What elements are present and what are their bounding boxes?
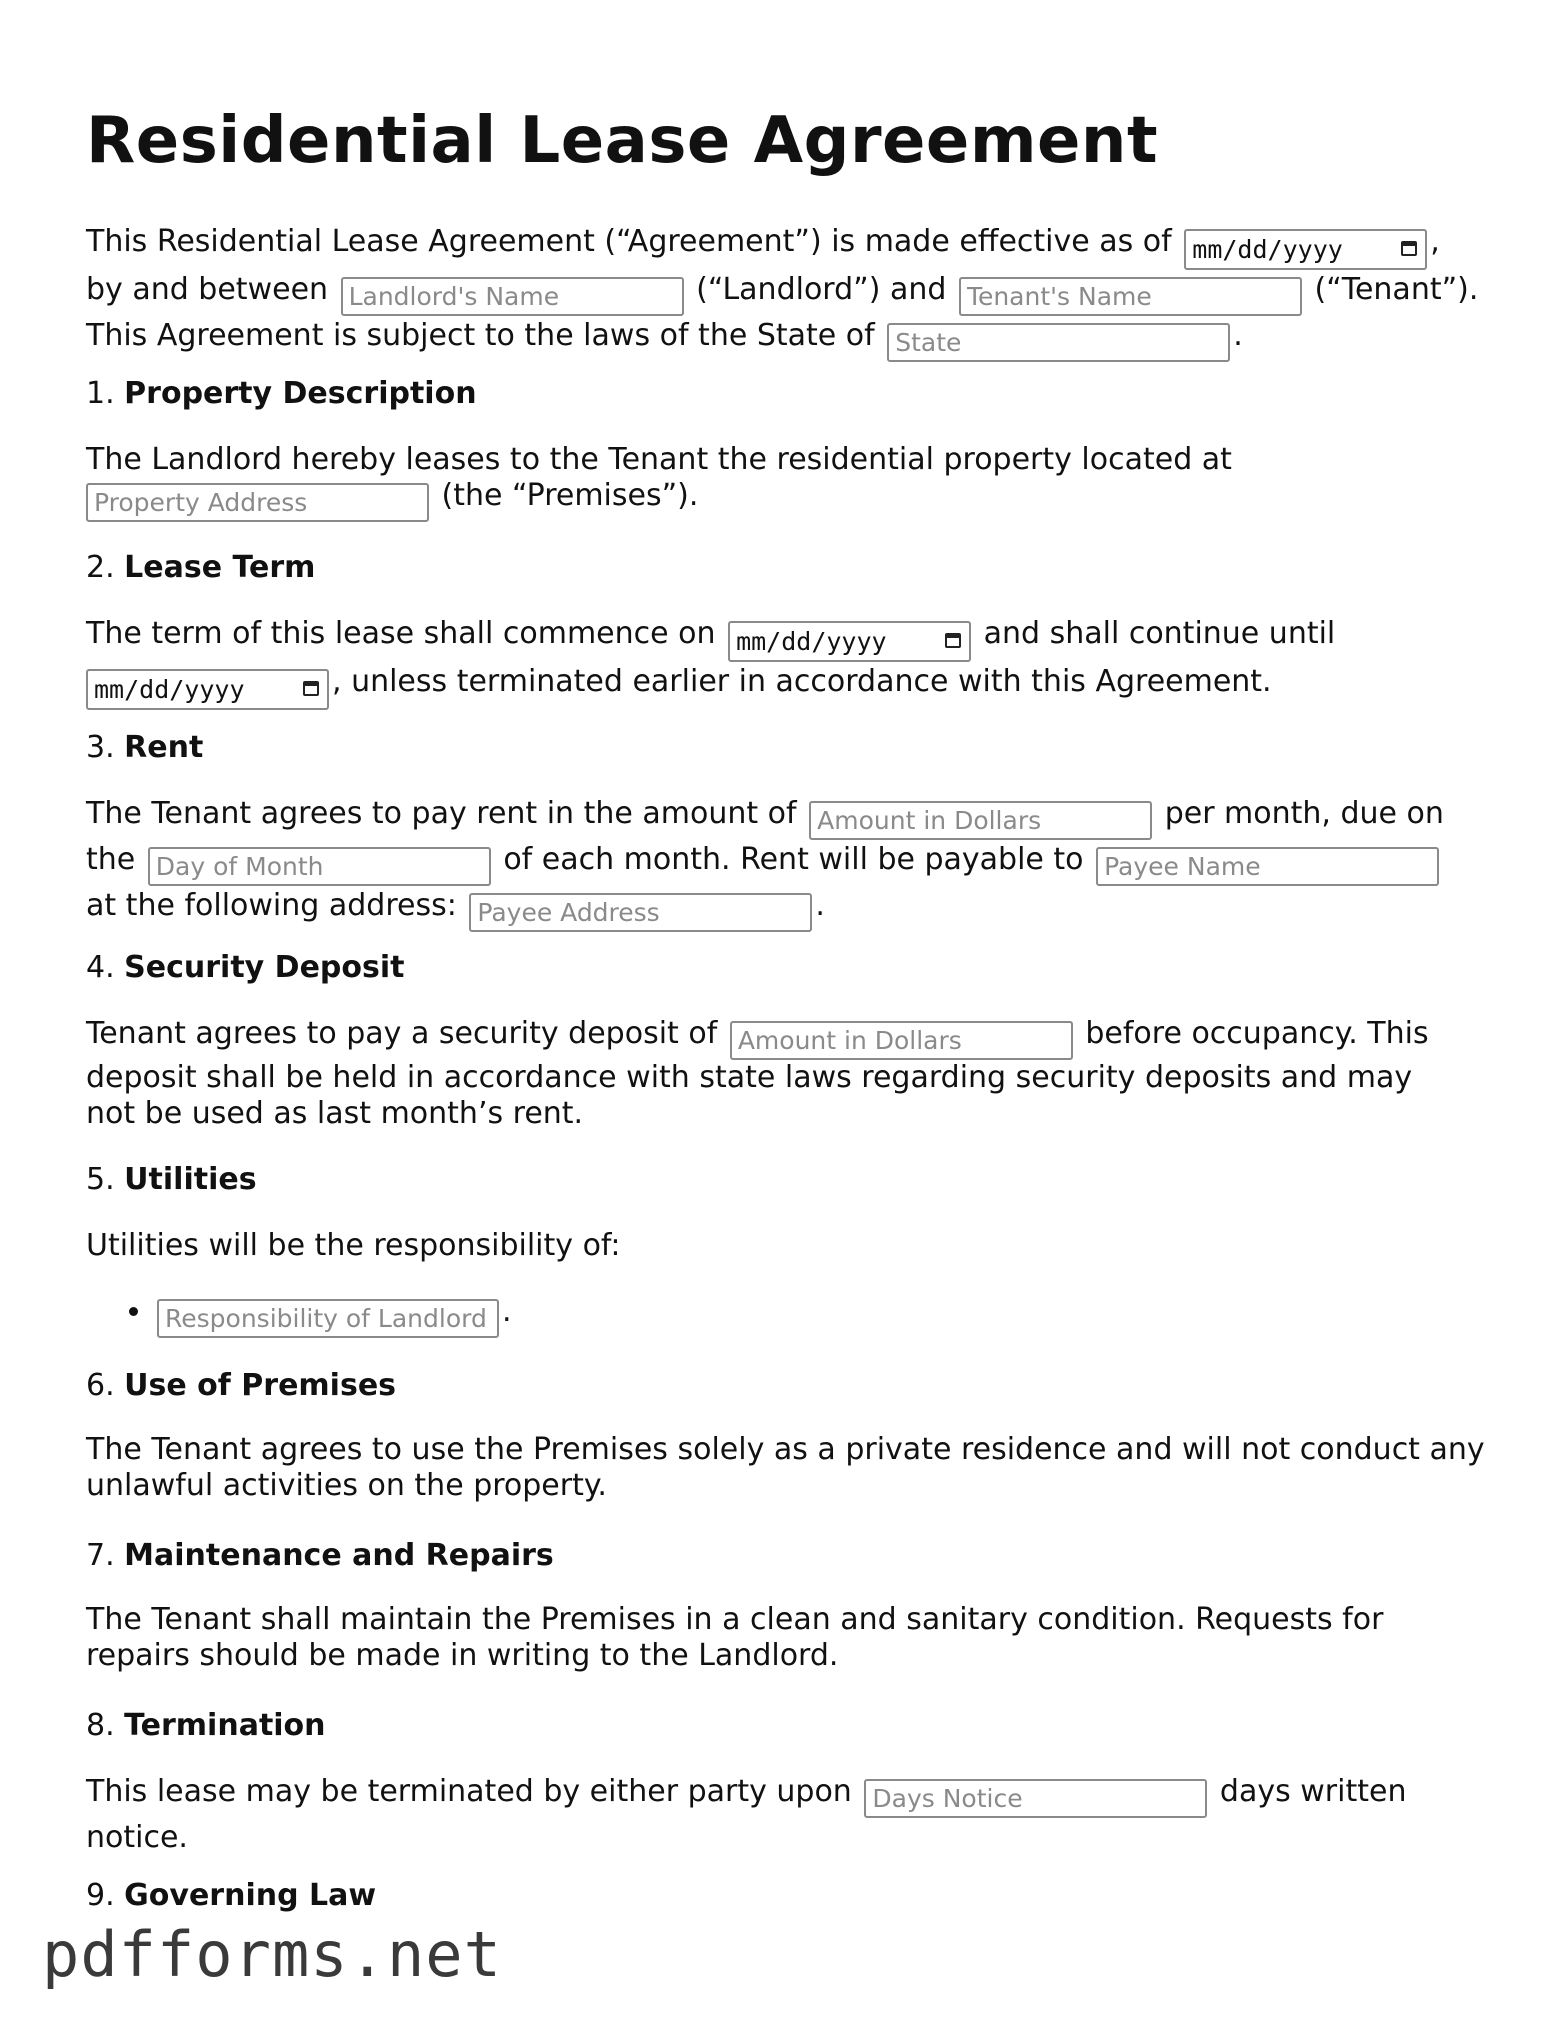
section-body: deposit shall be held in accordance with state laws regarding security deposits and may not be used as last month’s rent. bbox=[86, 1060, 1413, 1131]
section-heading: 7. Maintenance and Repairs bbox=[86, 1538, 554, 1573]
section-body: The Tenant shall maintain the Premises in a clean and sanitary condition. Requests for repairs should be made in writing to the Landlord. bbox=[86, 1602, 1384, 1673]
section-body: The Landlord hereby leases to the Tenant the residential property located at Property Address (the “Premises”). bbox=[86, 442, 1506, 522]
tenant-name-input[interactable] bbox=[959, 277, 1302, 316]
landlord-name-input[interactable] bbox=[341, 277, 684, 316]
list-item: Responsibility of Landlord • . bbox=[154, 1292, 1506, 1338]
security-deposit-amount-input[interactable] bbox=[730, 1021, 1073, 1060]
section-rent: 3. Rent The Tenant agrees to pay rent in the amount of Amount in Dollars per month, due on the Day of Month of each month. Rent will be payable to Payee Name at the following address: Payee Address . bbox=[86, 728, 1506, 932]
section-security-deposit: 4. Security Deposit Tenant agrees to pay a security deposit of Amount in Dollars before occupancy. This deposit shall be held in accordance with state laws regarding security deposits and may not be used as last month’s rent. bbox=[86, 948, 1506, 1132]
section-body: Utilities will be the responsibility of: bbox=[86, 1228, 621, 1263]
section-heading: 8. Termination bbox=[86, 1708, 326, 1743]
section-heading: 4. Security Deposit bbox=[86, 950, 405, 985]
payee-name-input[interactable] bbox=[1096, 847, 1439, 886]
section-heading: 6. Use of Premises bbox=[86, 1368, 397, 1403]
section-heading: 1. Property Description bbox=[86, 376, 477, 411]
calendar-icon[interactable] bbox=[303, 681, 319, 696]
section-heading: 3. Rent bbox=[86, 730, 204, 765]
section-body: The Tenant agrees to use the Premises solely as a private residence and will not conduct any unlawful activities on the property. bbox=[86, 1432, 1485, 1503]
payee-address-input[interactable] bbox=[469, 893, 812, 932]
state-input[interactable] bbox=[887, 323, 1230, 362]
page-title: Residential Lease Agreement bbox=[86, 104, 1159, 178]
calendar-icon[interactable] bbox=[945, 633, 961, 648]
section-termination: 8. Termination This lease may be terminated by either party upon Days Notice days written notice. bbox=[86, 1706, 1506, 1858]
section-property-description bbox=[86, 374, 1506, 522]
property-address-input[interactable] bbox=[86, 483, 429, 522]
intro-paragraph: This Residential Lease Agreement (“Agreement”) is made effective as of mm/dd/yyyy , by and between Landlord's Name (“Landlord”) and Tenant's Name (“Tenant”). This Agreement is subject to the laws of the State of State . bbox=[86, 222, 1506, 362]
section-heading: 2. Lease Term bbox=[86, 550, 316, 585]
rent-due-day-input[interactable] bbox=[148, 847, 491, 886]
section-heading: 5. Utilities bbox=[86, 1162, 257, 1197]
section-maintenance bbox=[86, 1536, 1506, 1674]
section-utilities bbox=[86, 1160, 1506, 1338]
utilities-list bbox=[86, 1292, 1506, 1338]
effective-date-input[interactable]: mm/dd/yyyy bbox=[1184, 229, 1427, 270]
rent-amount-input[interactable] bbox=[809, 801, 1152, 840]
watermark: pdfforms.net bbox=[42, 1918, 502, 1991]
section-use-of-premises bbox=[86, 1366, 1506, 1504]
section-governing-law bbox=[86, 1876, 1506, 1916]
calendar-icon[interactable] bbox=[1401, 241, 1417, 256]
section-body: notice. bbox=[86, 1820, 188, 1855]
lease-start-date-input[interactable]: mm/dd/yyyy bbox=[728, 621, 971, 662]
section-heading: 9. Governing Law bbox=[86, 1878, 377, 1913]
days-notice-input[interactable] bbox=[864, 1779, 1207, 1818]
lease-end-date-input[interactable]: mm/dd/yyyy bbox=[86, 669, 329, 710]
utility-responsibility-input[interactable] bbox=[157, 1299, 499, 1338]
section-lease-term: 2. Lease Term The term of this lease shall commence on mm/dd/yyyy and shall continue until mm/dd/yyyy , unless terminated earlier in accordance with this Agreement. bbox=[86, 548, 1506, 710]
